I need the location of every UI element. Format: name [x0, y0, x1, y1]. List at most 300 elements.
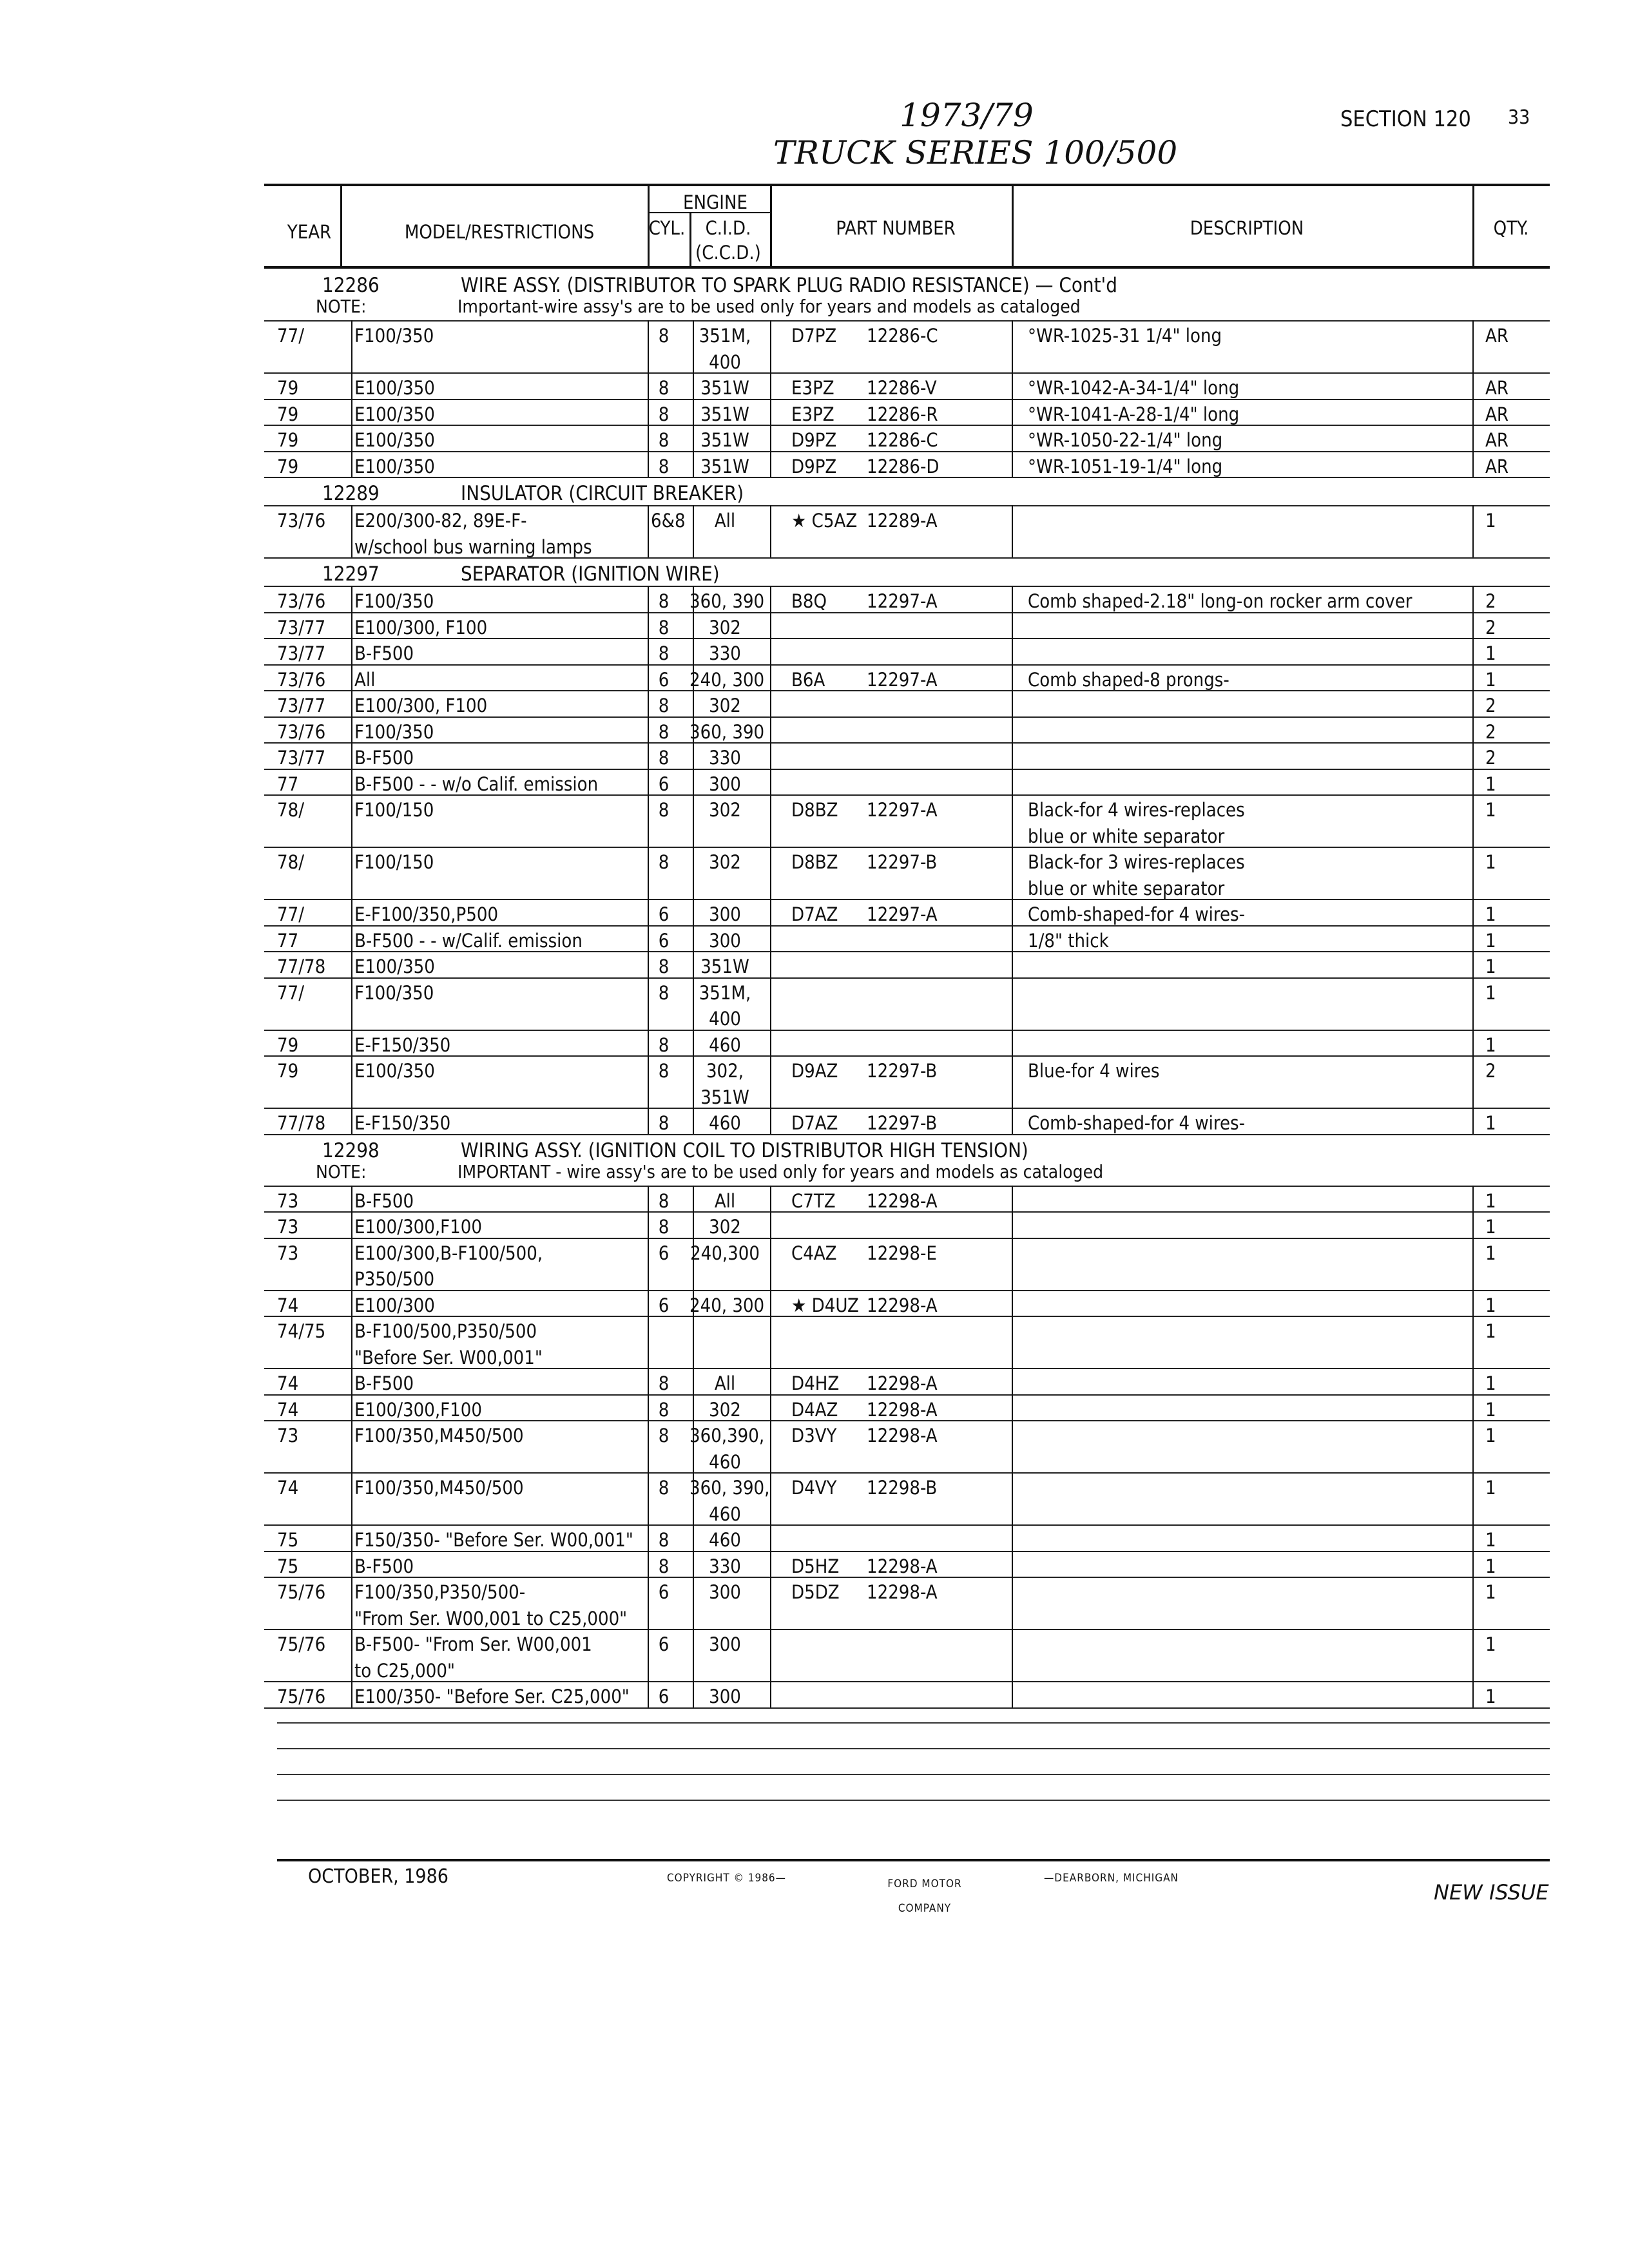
cell-model: E-F150/350	[354, 1112, 451, 1134]
cell-cyl: 6	[658, 1294, 670, 1316]
cell-year: 77/	[277, 325, 304, 347]
cell-cyl: 8	[658, 377, 670, 399]
table-row	[264, 1266, 1550, 1293]
cell-part-base: 12298-A	[867, 1372, 938, 1394]
cell-year: 75/76	[277, 1581, 326, 1603]
cell-part-base: 12286-C	[867, 429, 938, 451]
col-year: YEAR	[287, 221, 332, 243]
cell-cid: 351M,	[699, 981, 751, 1004]
cell-year: 73	[277, 1242, 299, 1264]
cell-qty: 1	[1485, 1242, 1496, 1264]
cell-qty: 1	[1485, 668, 1496, 691]
section-label: SECTION 120	[1340, 106, 1471, 132]
cell-cyl: 8	[658, 590, 670, 612]
cell-qty: 1	[1485, 1633, 1496, 1655]
cell-part-base: 12297-A	[867, 799, 938, 821]
cell-part-base: 12286-C	[867, 325, 938, 347]
cell-description: 1/8" thick	[1028, 929, 1109, 952]
footer-company: FORD MOTOR COMPANY	[887, 1878, 962, 1915]
cell-qty: 1	[1485, 1320, 1496, 1342]
cell-cyl: 8	[658, 1529, 670, 1551]
cell-qty: 1	[1485, 1529, 1496, 1551]
note-text: IMPORTANT - wire assy's are to be used only for years and models as cataloged	[458, 1160, 1104, 1182]
table-row	[264, 1110, 1550, 1137]
cell-part-base: 12297-A	[867, 903, 938, 925]
title-series: TRUCK SERIES 100/500	[773, 134, 1178, 171]
cell-cyl: 6	[658, 1242, 670, 1264]
cell-year: 74	[277, 1477, 299, 1499]
table-row	[264, 980, 1550, 1006]
cell-model: E100/300, F100	[354, 616, 488, 639]
cell-part-prefix: ★ C5AZ	[791, 510, 858, 532]
cell-cid: All	[714, 1189, 736, 1212]
cell-cyl: 8	[658, 1189, 670, 1212]
cell-part-prefix: C4AZ	[791, 1242, 837, 1264]
cell-cid: 300	[709, 903, 741, 925]
table-row	[264, 1318, 1550, 1345]
cell-model: E100/350	[354, 403, 435, 425]
cell-cid: 330	[709, 747, 741, 769]
table-row	[264, 1032, 1550, 1059]
cell-year: 73/76	[277, 590, 326, 612]
cell-cid: 400	[709, 1008, 741, 1030]
cell-cid: 351M,	[699, 325, 751, 347]
cell-cid: 302	[709, 1216, 741, 1238]
table-row	[264, 375, 1550, 401]
table-row	[264, 1370, 1550, 1397]
table-row	[264, 1475, 1550, 1501]
cell-year: 74	[277, 1398, 299, 1421]
cell-qty: 1	[1485, 1686, 1496, 1707]
cell-cid: 360, 390,	[689, 1477, 770, 1499]
table-row	[264, 588, 1550, 615]
table-row	[264, 1397, 1550, 1423]
cell-model: E200/300-82, 89E-F-	[354, 510, 527, 532]
cell-part-base: 12298-A	[867, 1555, 938, 1577]
cell-model: P350/500	[354, 1268, 435, 1290]
table-row	[264, 771, 1550, 798]
cell-year: 77/78	[277, 1112, 326, 1134]
cell-cid: 351W	[700, 429, 749, 451]
cell-qty: 1	[1485, 903, 1496, 925]
cell-part-base: 12298-E	[867, 1242, 937, 1264]
cell-cyl: 6	[658, 903, 670, 925]
cell-part-prefix: D9PZ	[791, 429, 837, 451]
cell-cyl: 8	[658, 1425, 670, 1446]
cell-qty: 1	[1485, 981, 1496, 1004]
cell-qty: 1	[1485, 1112, 1496, 1134]
table-row	[264, 797, 1550, 823]
cell-cyl: 8	[658, 695, 670, 716]
cell-cid: 360, 390	[689, 590, 765, 612]
cell-model: w/school bus warning lamps	[354, 535, 592, 558]
cell-part-prefix: B8Q	[791, 590, 827, 612]
cell-part-prefix: E3PZ	[791, 377, 834, 399]
cell-cyl: 6	[658, 668, 670, 691]
cell-qty: AR	[1485, 377, 1509, 399]
table-row	[264, 1240, 1550, 1267]
cell-model: E100/300	[354, 1294, 435, 1316]
cell-cyl: 6&8	[651, 510, 686, 532]
group-number: 12286	[322, 274, 380, 297]
cell-cid: 460	[709, 1503, 741, 1525]
cell-qty: AR	[1485, 429, 1509, 451]
cell-description: Comb shaped-2.18" long-on rocker arm cover	[1028, 590, 1412, 612]
cell-part-prefix: D3VY	[791, 1425, 837, 1446]
cell-cid: 240, 300	[689, 1294, 765, 1316]
table-row	[264, 508, 1550, 534]
cell-model: F100/350	[354, 720, 434, 743]
cell-model: F100/150	[354, 799, 434, 821]
note-label: NOTE:	[316, 296, 367, 317]
cell-model: E100/300, F100	[354, 695, 488, 716]
cell-part-base: 12298-B	[867, 1477, 938, 1499]
footer-copyright: COPYRIGHT © 1986—	[667, 1872, 786, 1885]
cell-qty: 1	[1485, 1216, 1496, 1238]
cell-cyl: 8	[658, 429, 670, 451]
cell-cid: 351W	[700, 1086, 749, 1108]
col-ccd: (C.C.D.)	[695, 242, 761, 264]
cell-model: E100/300,B-F100/500,	[354, 1242, 543, 1264]
table-row	[264, 1214, 1550, 1240]
cell-cyl: 6	[658, 1581, 670, 1603]
table-row	[264, 349, 1550, 376]
cell-model: E100/350	[354, 429, 435, 451]
table-row	[264, 1084, 1550, 1111]
cell-cid: 300	[709, 1581, 741, 1603]
cell-description: °WR-1025-31 1/4" long	[1028, 325, 1222, 347]
cell-part-base: 12286-V	[867, 377, 937, 399]
cell-year: 74	[277, 1294, 299, 1316]
cell-part-prefix: D7PZ	[791, 325, 837, 347]
cell-part-base: 12298-A	[867, 1398, 938, 1421]
cell-cyl: 8	[658, 1112, 670, 1134]
cell-model: "Before Ser. W00,001"	[354, 1346, 543, 1369]
group-title: INSULATOR (CIRCUIT BREAKER)	[461, 482, 744, 505]
table-row	[264, 693, 1550, 719]
cell-year: 73/76	[277, 668, 326, 691]
cell-cid: 330	[709, 1555, 741, 1577]
group-number: 12297	[322, 562, 380, 586]
cell-year: 73/76	[277, 510, 326, 532]
cell-cid: 300	[709, 773, 741, 795]
table-row	[264, 928, 1550, 954]
cell-year: 79	[277, 455, 299, 477]
cell-model: F100/350	[354, 325, 434, 347]
cell-qty: 1	[1485, 1425, 1496, 1446]
cell-cid: 460	[709, 1450, 741, 1473]
cell-qty: 1	[1485, 1398, 1496, 1421]
cell-cyl: 8	[658, 642, 670, 664]
cell-part-base: 12298-A	[867, 1294, 938, 1316]
note-label: NOTE:	[316, 1160, 367, 1182]
cell-part-prefix: D9AZ	[791, 1060, 838, 1082]
cell-model: E100/350- "Before Ser. C25,000"	[354, 1686, 630, 1707]
cell-qty: 1	[1485, 1372, 1496, 1394]
cell-cid: 460	[709, 1112, 741, 1134]
cell-model: F100/350	[354, 590, 434, 612]
cell-qty: AR	[1485, 403, 1509, 425]
table-row	[264, 876, 1550, 902]
cell-part-base: 12297-B	[867, 851, 938, 873]
cell-cid: 351W	[700, 956, 749, 977]
cell-cid: 460	[709, 1529, 741, 1551]
group-number: 12298	[322, 1139, 380, 1162]
table-row	[264, 454, 1550, 480]
cell-cid: All	[714, 1372, 736, 1394]
cell-cyl: 8	[658, 616, 670, 639]
table-row	[264, 427, 1550, 454]
footer-date: OCTOBER, 1986	[308, 1865, 448, 1888]
cell-year: 77/	[277, 981, 304, 1004]
cell-cyl: 8	[658, 1398, 670, 1421]
cell-part-prefix: C7TZ	[791, 1189, 836, 1212]
cell-qty: 1	[1485, 1294, 1496, 1316]
cell-year: 73/77	[277, 747, 326, 769]
cell-model: E100/350	[354, 1060, 435, 1082]
cell-model: E100/350	[354, 455, 435, 477]
cell-model: B-F100/500,P350/500	[354, 1320, 537, 1342]
cell-model: B-F500- "From Ser. W00,001	[354, 1633, 592, 1655]
cell-cid: 240, 300	[689, 668, 765, 691]
cell-model: F100/350,P350/500-	[354, 1581, 526, 1603]
cell-qty: 1	[1485, 510, 1496, 532]
cell-year: 75	[277, 1555, 299, 1577]
cell-description: Black-for 3 wires-replaces	[1028, 851, 1245, 873]
cell-description: Blue-for 4 wires	[1028, 1060, 1160, 1082]
table-row	[264, 1058, 1550, 1084]
cell-qty: 1	[1485, 929, 1496, 952]
table-row	[264, 1606, 1550, 1632]
cell-part-base: 12289-A	[867, 510, 938, 532]
cell-model: B-F500 - - w/o Calif. emission	[354, 773, 599, 795]
cell-cyl: 6	[658, 1686, 670, 1707]
table-row	[264, 1449, 1550, 1475]
cell-description: Comb shaped-8 prongs-	[1028, 668, 1229, 691]
cell-qty: 1	[1485, 956, 1496, 977]
cell-part-base: 12286-R	[867, 403, 938, 425]
cell-model: to C25,000"	[354, 1659, 455, 1682]
cell-qty: 1	[1485, 773, 1496, 795]
cell-year: 73/77	[277, 642, 326, 664]
table-row	[264, 1658, 1550, 1684]
cell-qty: 2	[1485, 720, 1496, 743]
cell-cyl: 8	[658, 981, 670, 1004]
page-number: 33	[1508, 106, 1530, 129]
group-title: SEPARATOR (IGNITION WIRE)	[461, 562, 720, 586]
title-years: 1973/79	[900, 97, 1034, 134]
cell-model: "From Ser. W00,001 to C25,000"	[354, 1607, 628, 1629]
group-title: WIRE ASSY. (DISTRIBUTOR TO SPARK PLUG RADIO RESISTANCE) — Cont'd	[461, 274, 1117, 297]
cell-cid: 302	[709, 851, 741, 873]
cell-part-prefix: D9PZ	[791, 455, 837, 477]
table-row	[264, 1579, 1550, 1606]
cell-cyl: 8	[658, 455, 670, 477]
cell-cyl: 8	[658, 403, 670, 425]
cell-part-base: 12298-A	[867, 1189, 938, 1212]
cell-cid: 300	[709, 1633, 741, 1655]
cell-model: B-F500	[354, 1555, 414, 1577]
cell-description: Comb-shaped-for 4 wires-	[1028, 903, 1246, 925]
cell-model: B-F500	[354, 1372, 414, 1394]
col-cid: C.I.D.	[705, 217, 751, 239]
cell-description: Comb-shaped-for 4 wires-	[1028, 1112, 1246, 1134]
cell-year: 78/	[277, 799, 304, 821]
table-row	[264, 901, 1550, 928]
cell-model: F100/150	[354, 851, 434, 873]
cell-part-prefix: D4VY	[791, 1477, 837, 1499]
table-row	[264, 1345, 1550, 1371]
cell-cyl: 8	[658, 1555, 670, 1577]
note-text: Important-wire assy's are to be used only for years and models as cataloged	[458, 296, 1081, 317]
cell-cyl: 8	[658, 799, 670, 821]
cell-part-prefix: B6A	[791, 668, 825, 691]
cell-cid: 330	[709, 642, 741, 664]
cell-part-prefix: E3PZ	[791, 403, 834, 425]
cell-year: 75/76	[277, 1686, 326, 1707]
cell-cyl: 8	[658, 1216, 670, 1238]
table-row	[264, 1553, 1550, 1580]
table-row	[264, 401, 1550, 428]
table-row	[264, 1188, 1550, 1215]
cell-part-prefix: D8BZ	[791, 851, 838, 873]
col-cyl: CYL.	[648, 217, 686, 239]
cell-cid: 460	[709, 1033, 741, 1056]
cell-part-base: 12286-D	[867, 455, 940, 477]
cell-model: B-F500 - - w/Calif. emission	[354, 929, 583, 952]
cell-year: 74/75	[277, 1320, 326, 1342]
table-row	[264, 1006, 1550, 1032]
cell-year: 73	[277, 1425, 299, 1446]
cell-description: °WR-1051-19-1/4" long	[1028, 455, 1223, 477]
col-qty: QTY.	[1493, 217, 1529, 239]
cell-cid: 302	[709, 1398, 741, 1421]
table-row	[264, 534, 1550, 561]
col-description: DESCRIPTION	[1190, 217, 1304, 239]
footer-city: —DEARBORN, MICHIGAN	[1044, 1872, 1179, 1885]
table-row	[264, 719, 1550, 745]
cell-part-base: 12298-A	[867, 1581, 938, 1603]
cell-year: 73/77	[277, 616, 326, 639]
cell-qty: 1	[1485, 1477, 1496, 1499]
cell-cyl: 6	[658, 929, 670, 952]
cell-year: 79	[277, 377, 299, 399]
cell-model: All	[354, 668, 376, 691]
cell-cid: 302	[709, 695, 741, 716]
cell-model: F150/350- "Before Ser. W00,001"	[354, 1529, 633, 1551]
cell-model: B-F500	[354, 1189, 414, 1212]
cell-model: F100/350,M450/500	[354, 1477, 524, 1499]
table-header	[264, 184, 1550, 267]
cell-cyl: 8	[658, 720, 670, 743]
cell-model: E100/350	[354, 377, 435, 399]
cell-year: 73/77	[277, 695, 326, 716]
footer-issue: NEW ISSUE	[1434, 1880, 1549, 1905]
page-title	[773, 97, 1178, 171]
table-row	[264, 823, 1550, 850]
cell-cid: 302	[709, 799, 741, 821]
cell-cid: 302	[709, 616, 741, 639]
cell-cyl: 6	[658, 773, 670, 795]
cell-part-prefix: D5HZ	[791, 1555, 840, 1577]
cell-qty: 1	[1485, 1555, 1496, 1577]
group-number: 12289	[322, 482, 380, 505]
cell-year: 77	[277, 929, 299, 952]
cell-cyl: 8	[658, 851, 670, 873]
cell-cyl: 8	[658, 1372, 670, 1394]
table-row	[264, 954, 1550, 980]
cell-model: B-F500	[354, 747, 414, 769]
table-row	[264, 1527, 1550, 1553]
cell-year: 73	[277, 1189, 299, 1212]
cell-cid: 302,	[706, 1060, 744, 1082]
cell-year: 73	[277, 1216, 299, 1238]
table-row	[264, 1501, 1550, 1528]
cell-description: blue or white separator	[1028, 877, 1225, 899]
table-row	[264, 323, 1550, 349]
cell-year: 74	[277, 1372, 299, 1394]
cell-part-base: 12297-A	[867, 668, 938, 691]
cell-model: E-F150/350	[354, 1033, 451, 1056]
cell-model: E100/300,F100	[354, 1216, 482, 1238]
cell-year: 73/76	[277, 720, 326, 743]
cell-part-prefix: D4HZ	[791, 1372, 840, 1394]
cell-model: F100/350	[354, 981, 434, 1004]
table-row	[264, 849, 1550, 876]
cell-year: 75/76	[277, 1633, 326, 1655]
cell-qty: AR	[1485, 455, 1509, 477]
cell-cid: 400	[709, 351, 741, 373]
cell-cid: 360,390,	[689, 1425, 765, 1446]
cell-year: 79	[277, 429, 299, 451]
cell-qty: 2	[1485, 590, 1496, 612]
cell-cyl: 8	[658, 956, 670, 977]
cell-qty: 1	[1485, 1581, 1496, 1603]
cell-part-prefix: ★ D4UZ	[791, 1294, 859, 1316]
cell-qty: AR	[1485, 325, 1509, 347]
cell-qty: 2	[1485, 1060, 1496, 1082]
cell-cyl: 8	[658, 747, 670, 769]
cell-qty: 1	[1485, 642, 1496, 664]
table-row	[264, 1423, 1550, 1449]
col-model: MODEL/RESTRICTIONS	[404, 221, 595, 243]
cell-description: °WR-1041-A-28-1/4" long	[1028, 403, 1240, 425]
cell-part-base: 12297-B	[867, 1060, 938, 1082]
cell-cid: 300	[709, 929, 741, 952]
cell-description: °WR-1042-A-34-1/4" long	[1028, 377, 1240, 399]
cell-cid: 351W	[700, 403, 749, 425]
cell-year: 79	[277, 403, 299, 425]
table-row	[264, 615, 1550, 641]
cell-cyl: 8	[658, 325, 670, 347]
table-row	[264, 640, 1550, 667]
cell-model: E100/300,F100	[354, 1398, 482, 1421]
cell-qty: 1	[1485, 851, 1496, 873]
cell-qty: 2	[1485, 616, 1496, 639]
cell-year: 78/	[277, 851, 304, 873]
cell-part-prefix: D7AZ	[791, 903, 838, 925]
cell-year: 79	[277, 1060, 299, 1082]
cell-cyl: 8	[658, 1060, 670, 1082]
cell-year: 77	[277, 773, 299, 795]
cell-part-prefix: D4AZ	[791, 1398, 838, 1421]
cell-model: F100/350,M450/500	[354, 1425, 524, 1446]
cell-cyl: 8	[658, 1033, 670, 1056]
cell-cid: 240,300	[690, 1242, 760, 1264]
cell-description: blue or white separator	[1028, 825, 1225, 847]
cell-year: 77/78	[277, 956, 326, 977]
cell-cid: 300	[709, 1686, 741, 1707]
